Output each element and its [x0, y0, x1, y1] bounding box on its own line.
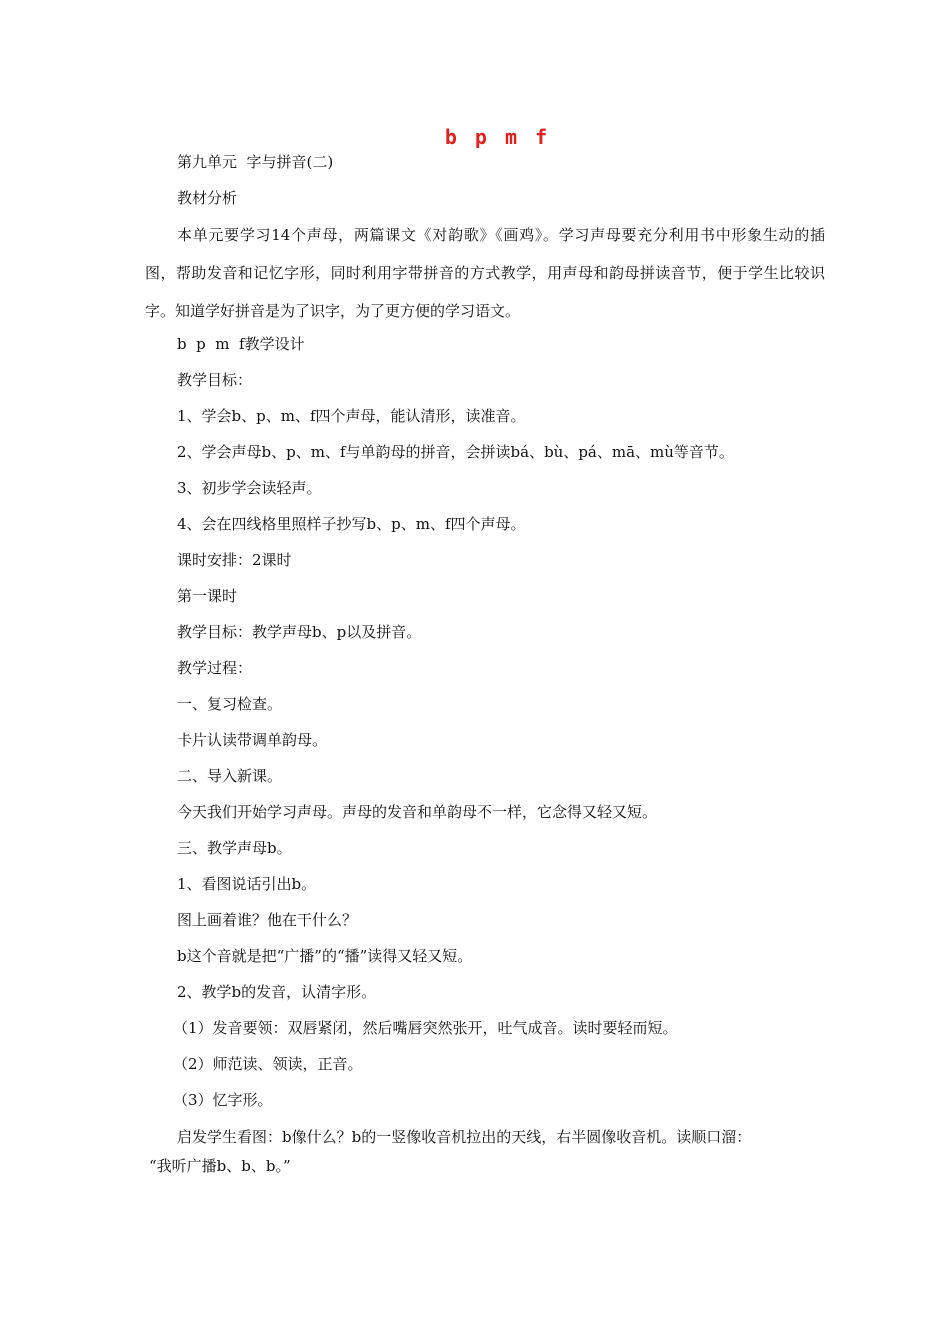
design-title: b p m f教学设计: [177, 335, 305, 353]
text-line: （1）发音要领：双唇紧闭，然后嘴唇突然张开，吐气成音。读时要轻而短。: [173, 1019, 678, 1037]
text-line: 1、学会b、p、m、f四个声母，能认清形，读准音。: [177, 407, 526, 425]
text-line: 教学过程：: [177, 659, 253, 677]
text-line: 教学目标：教学声母b、p以及拼音。: [177, 623, 422, 641]
closing-quote: “我听广播b、b、b。”: [149, 1157, 291, 1175]
text-line: 1、看图说话引出b。: [177, 875, 317, 893]
document-body: [145, 150, 825, 1190]
text-line: 今天我们开始学习声母。声母的发音和单韵母不一样，它念得又轻又短。: [177, 803, 658, 821]
text-line: 卡片认读带调单韵母。: [177, 731, 328, 749]
text-line: 3、初步学会读轻声。: [177, 479, 322, 497]
intro-paragraph: 本单元要学习14个声母，两篇课文《对韵歌》《画鸡》。学习声母要充分利用书中形象生动的插图，帮助发音和记忆字形，同时利用字带拼音的方式教学，用声母和韵母拼读音节，便于学生比较识字。知道学好拼音是为了识字，为了更方便的学习语文。: [145, 226, 825, 320]
unit-heading: 第九单元 字与拼音(二): [177, 153, 334, 171]
document-title: b p m f: [444, 125, 551, 149]
text-line: 教学目标：: [177, 371, 253, 389]
text-line: 二、导入新课。: [177, 767, 283, 785]
section-heading: 教材分析: [177, 189, 238, 207]
text-line: 一、复习检查。: [177, 695, 283, 713]
text-line: b这个音就是把“广播”的“播”读得又轻又短。: [177, 947, 473, 965]
text-line: 图上画着谁？他在干什么？: [177, 911, 358, 929]
text-line: 课时安排：2课时: [177, 551, 292, 569]
text-line: （3）忆字形。: [173, 1091, 273, 1109]
text-line: 三、教学声母b。: [177, 839, 292, 857]
text-line: 2、学会声母b、p、m、f与单韵母的拼音，会拼读bá、bù、pá、mā、mù等音节。: [177, 443, 734, 461]
text-line: （2）师范读、领读，正音。: [173, 1055, 363, 1073]
closing-paragraph: 启发学生看图：b像什么？b的一竖像收音机拉出的天线，右半圆像收音机。读顺口溜：: [177, 1128, 752, 1146]
text-line: 2、教学b的发音，认清字形。: [177, 983, 377, 1001]
text-line: 第一课时: [177, 587, 238, 605]
text-line: 4、会在四线格里照样子抄写b、p、m、f四个声母。: [177, 515, 526, 533]
